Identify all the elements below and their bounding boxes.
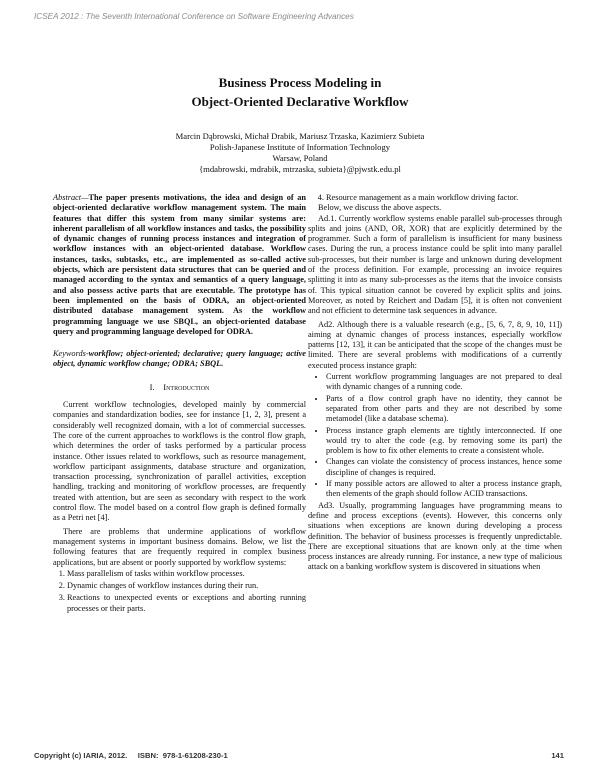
list-item: 3. Reactions to unexpected events or exceptions and aborting running processes or their parts. [67, 593, 306, 614]
keywords-label: Keywords- [53, 349, 89, 359]
paragraph-ad2: Ad2. Although there is a valuable research (e.g., [5, 6, 7, 8, 9, 10, 11]) aiming at dynamic changes of process instances, especially workflow patterns [12, 13], it can be anticipated that the scope of the changes must be limited. There are several problems with modifications of a currently executed process instance graph: [308, 319, 562, 370]
list-item: 1. Mass parallelism of tasks within workflow processes. [67, 569, 306, 579]
list-item: • Current workflow programming languages are not prepared to deal with dynamic changes of a running code. [326, 372, 562, 393]
author-city: Warsaw, Poland [272, 153, 328, 163]
author-institution: Polish-Japanese Institute of Information Technology [209, 142, 391, 152]
author-block [0, 131, 600, 175]
author-email: {mdabrowski, mdrabik, mtrzaska, subieta}@pjwstk.edu.pl [199, 164, 401, 174]
title-line-1: Business Process Modeling in [218, 75, 382, 90]
keywords [53, 349, 306, 370]
page-number: 141 [551, 751, 564, 760]
list-item: • Parts of a flow control graph have no identity, they cannot be separated from other parts and they are not described by some metamodel (like a database schema). [326, 394, 562, 425]
feature-list [53, 569, 306, 614]
footer-copyright: Copyright (c) IARIA, 2012. ISBN: 978-1-61208-230-1 [34, 751, 228, 760]
discussion-intro: Below, we discuss the above aspects. [318, 203, 442, 213]
paragraph-ad1: Ad.1. Currently workflow systems enable parallel sub-processes through splits and joins (AND, OR, XOR) that are explicitly determined by the programmer. Such a form of parallelism is insufficient for many business cases. During the run, a process instance could be split into many parallel sub-processes, but their number is large and unknown during development of the process definition. For example, processing an invoice requires splitting it into as many sub-processes as the items that the invoice consists of. This typical situation cannot be covered by explicit splits and joins. Moreover, as noted by Reichert and Dadam [5], it is often not convenient and not efficient to determine task sequences in advance. [308, 213, 562, 316]
intro-paragraph-1: Current workflow technologies, developed mainly by commercial companies and standardization bodies, see for instance [1, 2, 3], present a considerably well recognized domain, with a lot of commercial successes. The core of the current approaches to workflows is the control flow graph, which determines the order of tasks performed by a particular process instance. Other issues related to workflows, such as resource management, workflow participant assignments, database structure and organization, transaction processing, synchronization of parallel activities, exception handling, tracking and monitoring of workflow processes, are frequently treated with attention, but are seen as secondary with respect to the work control flow. The model based on a control flow graph is defined formally as a Petri net [4]. [53, 400, 306, 523]
left-column [53, 193, 306, 616]
section-title: Introduction [163, 381, 210, 392]
abstract-text: The paper presents motivations, the idea and design of an object-oriented declarative workflow management system. The main features that differ this system from many similar systems are: inherent parallelism of all workflow instances and tasks, the possibility of dynamic changes of running process instances and integration of workflow instances with an object-oriented database. Workflow instances, tasks, subtasks, etc., are implemented as so-called active objects, which are persistent data structures that can be queried and managed according to the syntax and semantics of a query language, and also possess active parts that are executable. The prototype has been implemented on the basis of ODRA, an object-oriented distributed database management system. As the workflow programming language we use SBQL, an object-oriented database query and programming language developed for ODRA. [53, 193, 306, 336]
section-number: I. [149, 381, 155, 392]
list-item: • If many possible actors are allowed to alter a process instance graph, then elements of the graph should follow ACID transactions. [326, 479, 562, 500]
list-item: 4. Resource management as a main workflow driving factor. [326, 193, 562, 203]
author-names: Marcin Dąbrowski, Michał Drabik, Mariusz Trzaska, Kazimierz Subieta [175, 131, 425, 141]
paragraph-ad3: Ad3. Usually, programming languages have programming means to define and process exceptions (events). However, this concerns only situations when exceptions are known during developing a process definition. The behavior of business processes is frequently unpredictable. There are exceptional situations that are known only at the time when process instances are already running. For instance, a new type of malicious attack on a banking workflow system is discovered in situations when [308, 500, 562, 572]
section-heading-introduction [53, 382, 306, 392]
abstract [53, 193, 306, 337]
intro-paragraph-2: There are problems that undermine applications of workflow management systems in important business domains. Below, we list the following features that are frequently required in complex business applications, but are absent or poorly supported by workflow systems: [53, 526, 306, 567]
paper-title [0, 73, 600, 111]
right-column [308, 193, 562, 573]
title-line-2: Object-Oriented Declarative Workflow [191, 94, 409, 109]
abstract-label: Abstract— [53, 193, 89, 202]
problem-list [308, 372, 562, 500]
list-item: • Process instance graph elements are tightly interconnected. If one would try to alter the code (e.g. by removing some its part) the problem is how to fix other elements to create a consistent whole. [326, 426, 562, 457]
conference-header: ICSEA 2012 : The Seventh International Conference on Software Engineering Advances [34, 12, 354, 21]
feature-list-continued [308, 193, 562, 203]
list-item: 2. Dynamic changes of workflow instances during their run. [67, 581, 306, 591]
keywords-text: workflow; object-oriented; declarative; query language; active object, dynamic workflow change; ODRA; SBQL. [53, 349, 306, 369]
list-item: • Changes can violate the consistency of process instances, hence some discipline of changes is required. [326, 457, 562, 478]
